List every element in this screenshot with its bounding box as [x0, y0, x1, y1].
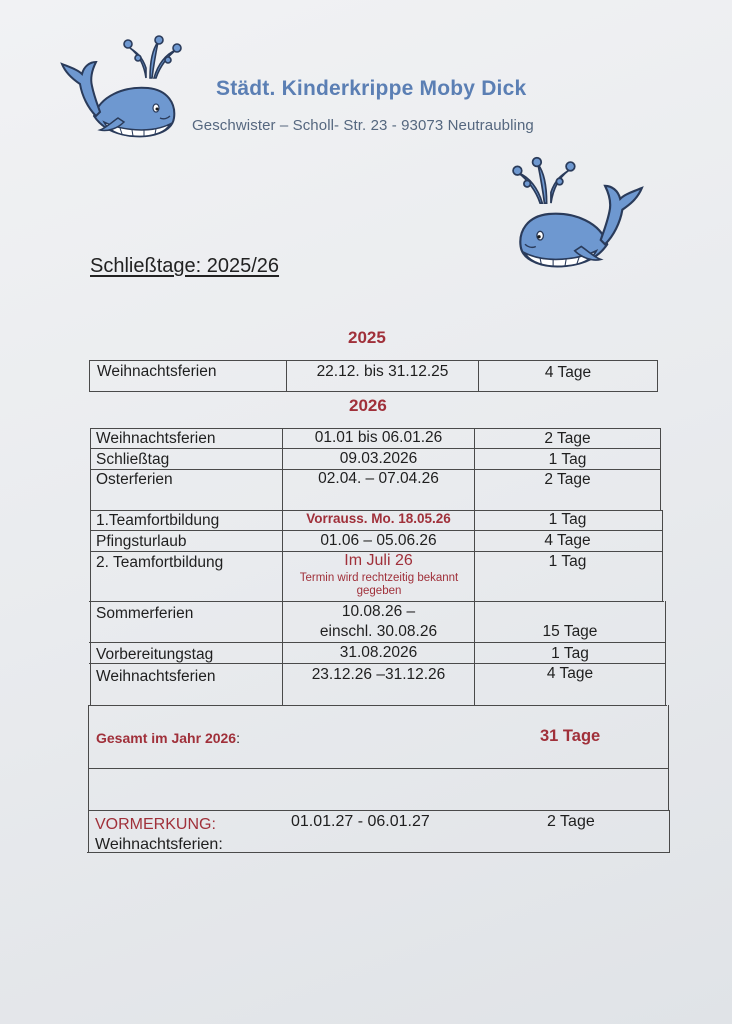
total-label — [96, 730, 240, 746]
table-row-name: Pfingsturlaub — [96, 533, 187, 550]
table-row-name: Vorbereitungstag — [96, 646, 214, 663]
table-row-days: 2 Tage — [544, 430, 591, 447]
table-row-dates: Vorrauss. Mo. 18.05.26 — [306, 511, 451, 526]
table-row-name: Schließtag — [96, 451, 170, 468]
kindergarten-address: Geschwister – Scholl- Str. 23 - 93073 Neutraubling — [192, 117, 534, 134]
table-row-days: 1 Tag — [548, 511, 587, 528]
table-row-dates: 23.12.26 –31.12.26 — [311, 666, 446, 683]
table-row-days: 15 Tage — [542, 623, 598, 640]
reservation-label: VORMERKUNG: — [95, 816, 216, 833]
table-row-name: 2. Teamfortbildung — [96, 554, 224, 571]
reservation-dates: 01.01.27 - 06.01.27 — [291, 813, 430, 830]
table-row-name: Weihnachtsferien — [96, 668, 216, 685]
table-row-dates-line1: 10.08.26 – — [341, 603, 416, 620]
table-row-note: Termin wird rechtzeitig bekannt gegeben — [299, 572, 459, 597]
total-label-colon: : — [236, 730, 240, 746]
table-row-name: Weihnachtsferien — [97, 363, 217, 380]
table-row-dates: 01.01 bis 06.01.26 — [314, 429, 443, 446]
table-row-dates: 22.12. bis 31.12.25 — [316, 363, 449, 380]
table-row-days: 2 Tage — [544, 471, 591, 488]
table-row-days: 4 Tage — [546, 665, 594, 682]
table-row-days: 1 Tag — [548, 451, 587, 468]
page-title: Schließtage: 2025/26 — [90, 255, 280, 277]
kindergarten-name: Städt. Kinderkrippe Moby Dick — [216, 77, 527, 100]
table-row-days: 1 Tag — [548, 553, 587, 570]
table-row-dates: 31.08.2026 — [339, 644, 418, 661]
reservation-days: 2 Tage — [547, 813, 595, 830]
reservation-name: Weihnachtsferien: — [95, 836, 223, 853]
table-row-dates-line2: einschl. 30.08.26 — [319, 623, 438, 640]
table-row-days: 1 Tag — [551, 645, 589, 662]
whale-icon — [512, 155, 644, 273]
total-value: 31 Tage — [540, 727, 601, 745]
year-heading-2025: 2025 — [348, 328, 386, 347]
total-label-text: Gesamt im Jahr 2026 — [96, 730, 237, 746]
table-row-dates: 02.04. – 07.04.26 — [318, 470, 439, 487]
whale-icon — [60, 34, 182, 142]
table-row-name: Osterferien — [96, 471, 173, 488]
year-heading-2026: 2026 — [349, 396, 387, 415]
table-row-dates: 01.06 – 05.06.26 — [320, 532, 437, 549]
table-row-name: 1.Teamfortbildung — [96, 512, 220, 529]
table-row-days: 4 Tage — [544, 364, 592, 381]
table-row-dates: Im Juli 26 — [344, 552, 413, 569]
table-row-dates: 09.03.2026 — [339, 450, 418, 467]
table-row-name: Sommerferien — [96, 605, 194, 622]
table-row-days: 4 Tage — [544, 532, 591, 549]
table-row-name: Weihnachtsferien — [96, 430, 216, 447]
